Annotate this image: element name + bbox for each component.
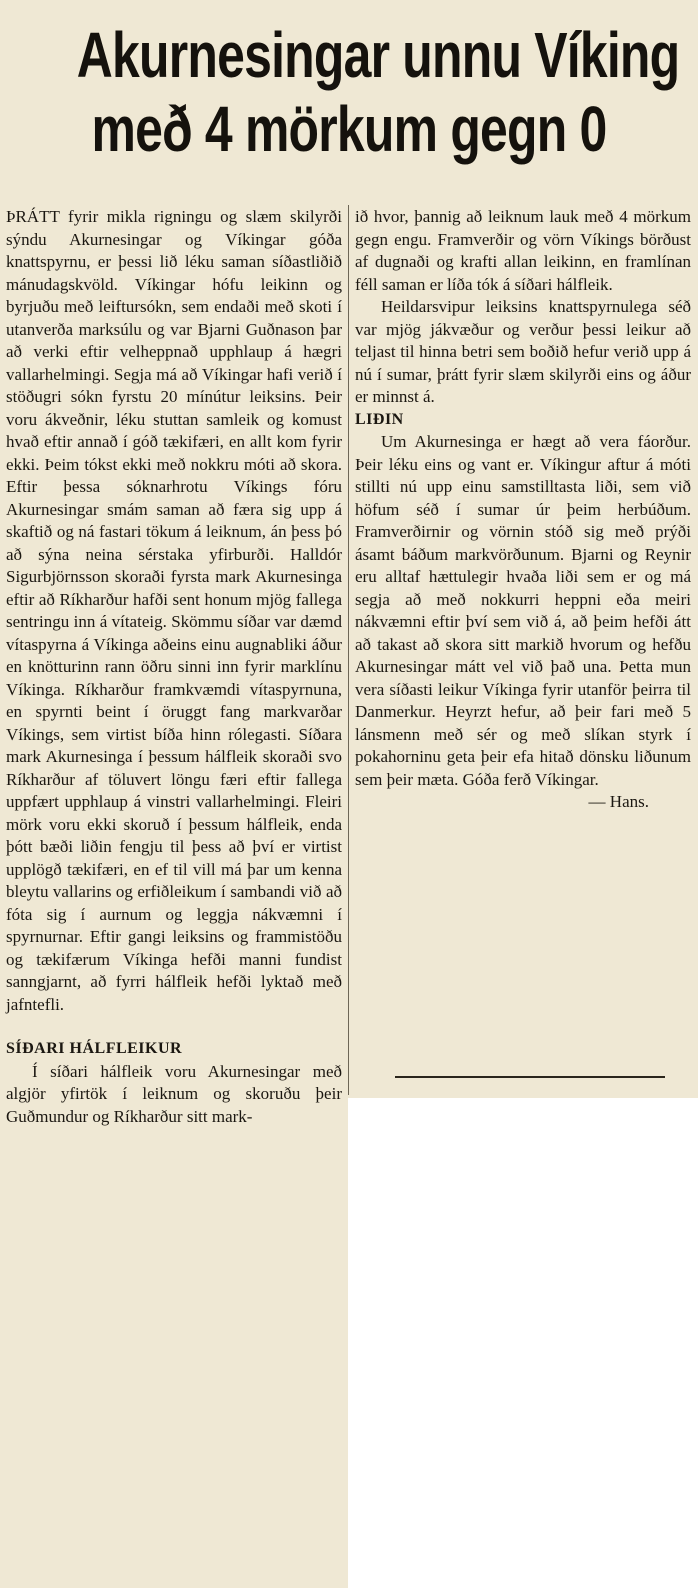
author-byline: — Hans.: [588, 792, 649, 811]
article-paragraph: ÞRÁTT fyrir mikla rigningu og slæm skilyrði sýndu Akurnesingar og Víkingar góða knattspyrnu, er þessi lið léku saman síðastliðið mánudagskvöld. Víkingar hófu leikinn og byrjuðu með leiftursókn, sem endaði með skoti í utanverða marksúlu og var Bjarni Guðnason þar að verki eftir velheppnað upphlaup á hægri vallarhelmingi. Segja má að Víkingar hafi verið í stöðugri sókn fyrstu 20 mínútur leiksins. Þeir voru ákveðnir, léku stuttan samleik og komust hvað eftir annað í góð tækifæri, en allt kom fyrir ekki. Þeim tókst ekki með nokkru móti að skora. Eftir þessa sóknarhrotu Víkings fóru Akurnesingar smám saman að færa sig upp á skaftið og ná fastari tökum á leiknum, án þess þó að sýna neina sérstaka yfirburði. Halldór Sigurbjörnsson skoraði fyrsta mark Akurnesinga eftir að Ríkharður hafði sent honum mjög fallega sentringu inn á vítateig. Skömmu síðar var dæmd vítaspyrna á Víkinga aðeins einu augnabliki áður en knötturinn rann öðru sinni inn fyrir marklínu Víkinga. Ríkharður framkvæmdi vítaspyrnuna, en spyrnti beint í öruggt fang markvarðar Víkings, sem virtist bíða hinn rólegasti. Síðara mark Akurnesinga í þessum hálfleik skoraði svo Ríkharður af töluvert löngu færi eftir fallega uppfært upphlaup á vinstri vallarhelmingi. Fleiri mörk voru ekki skoruð í þessum hálfleik, enda þótt bæði liðin fengju til þess að því er virtist upplögð tækifæri, en ef til vill má þar um kenna bleytu vallarins og erfiðleikum í sambandi við að fóta sig í aurnum og leggja nákvæmni í spyrnurnar. Eftir gangi leiksins og frammistöðu og tækifærum Víkinga hefði manni fundist sanngjarnt, að fyrri hálfleik hefði lyktað með jafntefli.: [6, 207, 342, 1014]
article-paragraph: Um Akurnesinga er hægt að vera fáorður. Þeir léku eins og vant er. Víkingur aftur á móti stillti nú upp einu samstilltasta liði, sem við höfum séð í sumar úr þeim herbúðum. Framverðirnir og vörnin stóð sig með prýði ásamt báðum markvörðunum. Bjarni og Reynir eru alltaf hættulegir hvaða liði sem er og má segja að með nokkurri heppni eða meiri nákvæmni eftir því sem við á, að þeim hefði átt að takast að skora sitt markið hvorum og hefðu Akurnesingar mátt vel við það una. Þetta mun vera síðasti leikur Víkinga fyrir utanför þeirra til Danmerkur. Heyrzt hefur, að þeir fari með 5 lánsmenn með sér og með slíkan styrk í pokahorninu geta þeir efa hitað dönsku liðunum sem þeir mæta. Góða ferð Víkingar.: [355, 432, 691, 789]
article-paragraph: Heildarsvipur leiksins knattspyrnulega séð var mjög jákvæður og verður þessi leikur að teljast til hinna betri sem boðið hefur verið upp á nú í sumar, þrátt fyrir slæm skilyrði eins og áður er minnst á.: [355, 297, 691, 406]
article-paragraph: ið hvor, þannig að leiknum lauk með 4 mörkum gegn engu. Framverðir og vörn Víkings börðust af dugnaði og krafti allan leikinn, en framlínan féll saman er líða tók á síðari hálfleik.: [355, 207, 691, 294]
article-paragraph: Í síðari hálfleik voru Akurnesingar með algjör yfirtök í leiknum og skoruðu þeir Guðmundur og Ríkharður sitt mark-: [6, 1061, 342, 1126]
section-heading: LIÐIN: [355, 410, 404, 428]
section-heading: SÍÐARI HÁLFLEIKUR: [6, 1040, 183, 1057]
end-rule: [395, 1076, 665, 1078]
headline: [76, 18, 680, 166]
article-column-right: [355, 206, 691, 814]
article-column-left: [6, 206, 342, 1128]
blank-margin: [348, 1098, 698, 1588]
headline-line-1: Akurnesingar unnu Víking: [76, 19, 680, 91]
column-divider: [348, 205, 349, 1095]
headline-line-2: með 4 mörkum gegn 0: [91, 93, 607, 165]
